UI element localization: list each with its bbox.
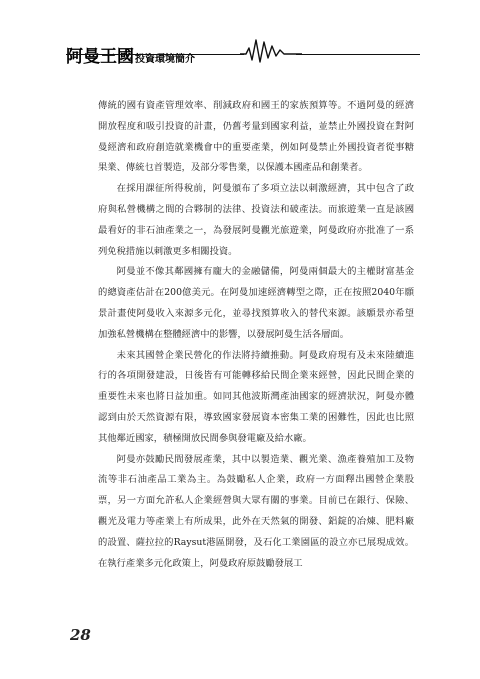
- page-header: [0, 0, 480, 80]
- header-rule-right: [296, 54, 420, 55]
- heartbeat-wave-icon: [240, 36, 302, 64]
- paragraph: 傳統的國有資產管理效率、削減政府和國王的家族預算等。不過阿曼的經濟開放程度和吸引投資的計畫，仍舊考量到國家利益，並禁止外國投資在對阿曼經濟和政府創造就業機會中的重要產業，例如阿曼禁止外國投資者從事糖果業、傳統乜首製造，及部分零售業，以保護本國產品和創業者。: [98, 100, 414, 174]
- body-text: [98, 96, 414, 574]
- page-number: 28: [70, 626, 91, 644]
- header-title-main: 阿曼王國: [66, 47, 134, 67]
- paragraph: 阿曼並不像其鄰國擁有龐大的金融儲備，阿曼兩個最大的主權財富基金的總資產估計在200億美元。在阿曼加速經濟轉型之際，正在按照2040年願景計畫使阿曼收入來源多元化，並尋找預算收入的替代來源。該願景亦希望加強私營機構在整體經濟中的影響，以發展阿曼生活各層面。: [98, 266, 414, 340]
- paragraph: 阿曼亦鼓勵民間發展產業，其中以製造業、觀光業、漁產養殖加工及物流等非石油產品工業為主。為鼓勵私人企業，政府一方面釋出國營企業股票，另一方面允許私人企業經營與大眾有關的事業。目前已在銀行、保險、觀光及電力等產業上有所成果，此外在天然氣的開發、鋁錠的冶煉、肥料廠的設置、薩拉拉的Raysut港區開發，及石化工業園區的設立亦已展現成效。在執行產業多元化政策上，阿曼政府原鼓勵發展工: [98, 453, 414, 569]
- header-title-sub: 投資環境簡介: [135, 54, 195, 65]
- paragraph: 在採用課征所得稅前，阿曼頒布了多項立法以刺激經濟，其中包含了政府與私營機構之間的合夥制的法律、投資法和破產法。而旅遊業一直是該國最看好的非石油產業之一，為發展阿曼觀光旅遊業，阿曼政府亦批准了一系列免稅措施以刺激更多相關投資。: [98, 183, 414, 257]
- paragraph: 未來其國營企業民營化的作法將持續推動。阿曼政府現有及未來陸續進行的各項開發建設，日後皆有可能轉移給民間企業來經營，因此民間企業的重要性未來也將日益加重。如同其他波斯灣產油國家的經濟狀況，阿曼亦體認到由於天然資源有限，導致國家發展資本密集工業的困難性，因此也比照其他鄰近國家，積極開放民間參與發電廠及給水廠。: [98, 349, 414, 444]
- header-rule-left: [66, 54, 244, 55]
